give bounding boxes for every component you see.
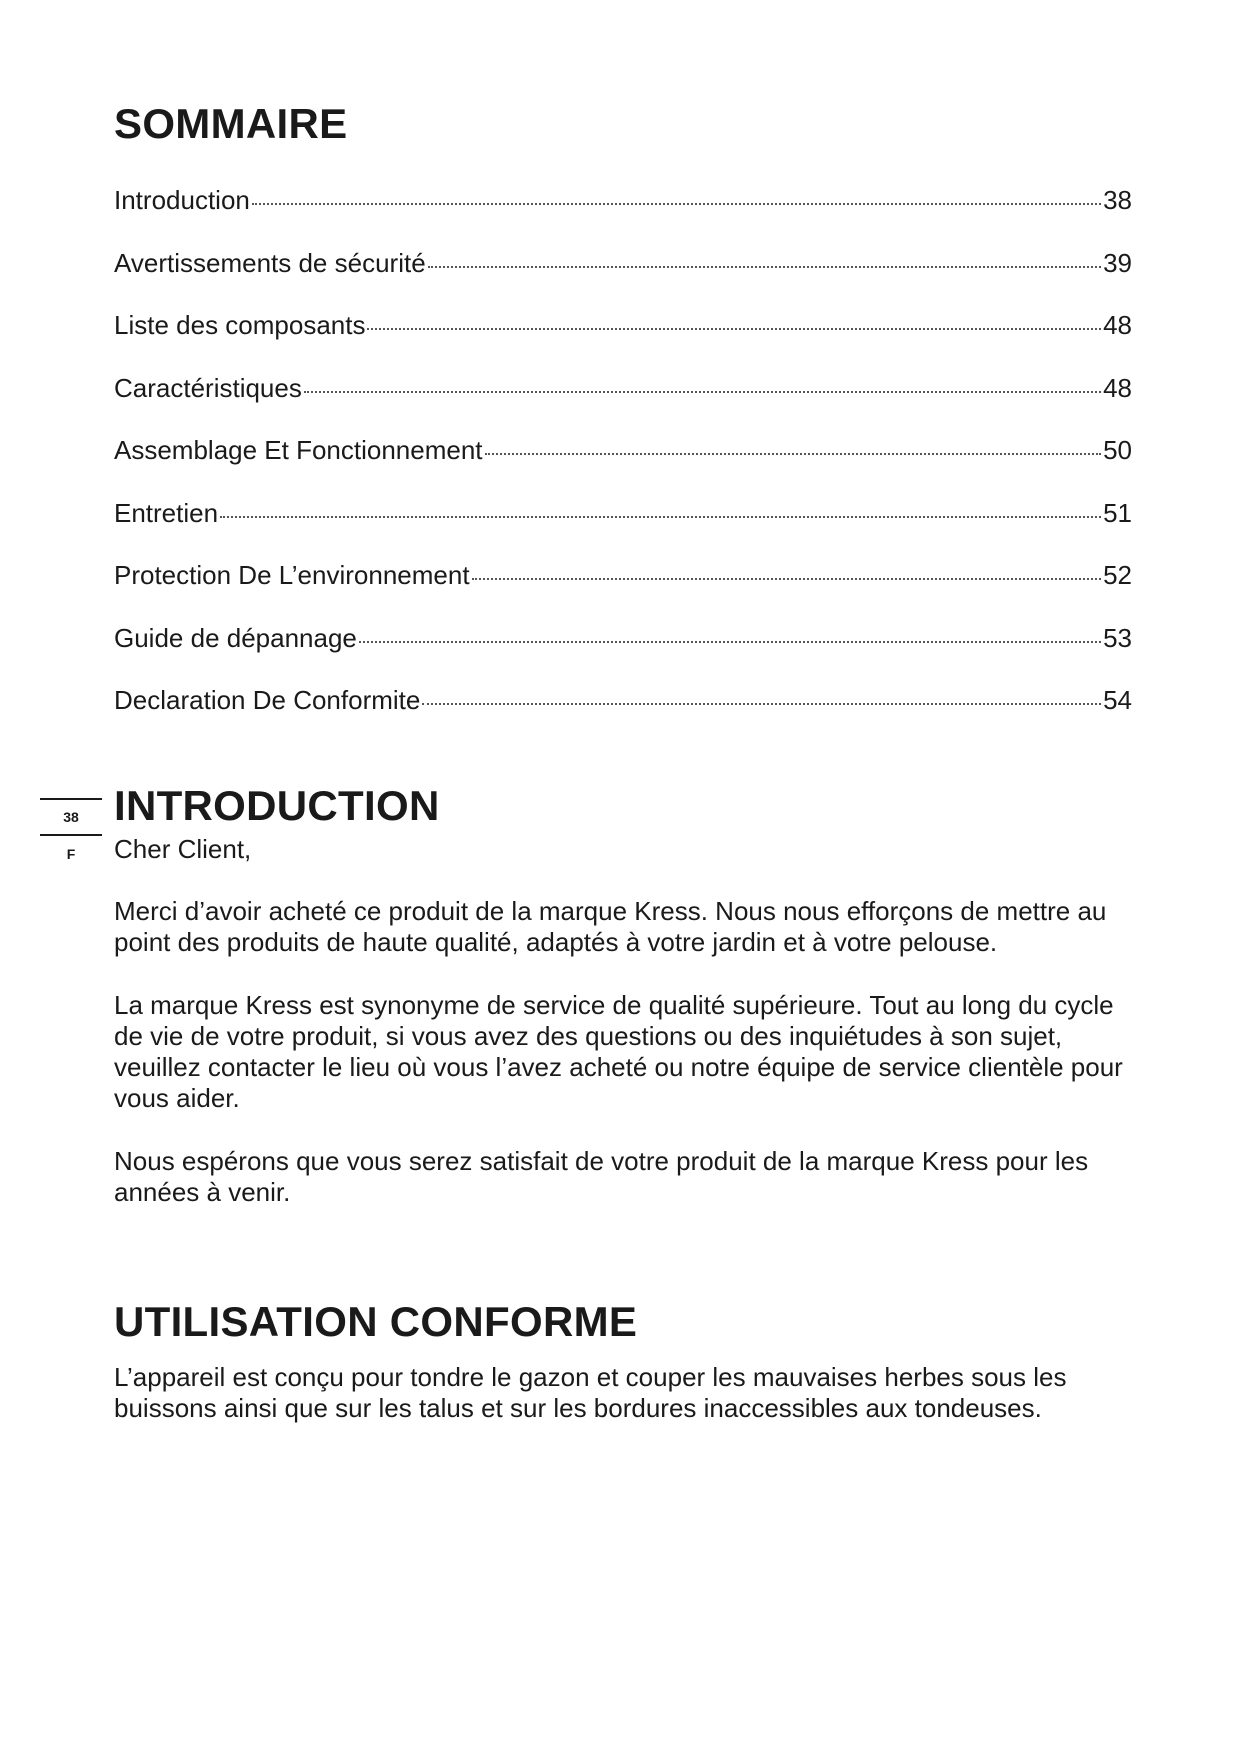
- toc-entry-label: Caractéristiques: [114, 372, 302, 403]
- toc-entry[interactable]: [114, 180, 1132, 243]
- toc-leader-dots: [220, 516, 1101, 518]
- toc-leader-dots: [422, 703, 1101, 705]
- toc-entry-label: Protection De L’environnement: [114, 560, 470, 590]
- language-code: F: [66, 846, 76, 862]
- toc-entry-label: Entretien: [114, 497, 219, 528]
- toc-entry[interactable]: [114, 243, 1132, 306]
- toc-entry-label: Assemblage Et Fonctionnement: [114, 435, 483, 465]
- toc-entry[interactable]: [114, 680, 1132, 743]
- toc-entry[interactable]: [114, 555, 1132, 618]
- page-number: 38: [63, 809, 79, 825]
- toc-entry-label: Declaration De Conformite: [114, 685, 421, 715]
- introduction-paragraph-1: Merci d’avoir acheté ce produit de la marque Kress. Nous nous efforçons de mettre au point des produits de haute qualité, adaptés à votre jardin et à votre pelouse.: [114, 896, 1107, 957]
- toc-entry-label: Liste des composants: [114, 310, 366, 340]
- introduction-paragraph-2: La marque Kress est synonyme de service de qualité supérieure. Tout au long du cycle de vie de votre produit, si vous avez des questions ou des inquiétudes à son sujet, veuillez contacter le lieu où vous l’avez acheté ou notre équipe de service clientèle pour vous aider.: [114, 990, 1123, 1113]
- toc-entry[interactable]: [114, 493, 1132, 556]
- toc-entry-page: 54: [1103, 685, 1132, 715]
- toc-entry-label: Introduction: [114, 185, 250, 215]
- toc-leader-dots: [485, 453, 1102, 455]
- toc-entry-page: 48: [1103, 310, 1132, 340]
- toc-entry-page: 52: [1103, 560, 1132, 590]
- introduction-paragraph-3: Nous espérons que vous serez satisfait de votre produit de la marque Kress pour les années à venir.: [114, 1146, 1089, 1207]
- toc-entry-page: 50: [1103, 435, 1132, 465]
- toc-leader-dots: [428, 266, 1101, 268]
- introduction-title: INTRODUCTION: [114, 782, 440, 829]
- toc-leader-dots: [359, 641, 1101, 643]
- toc-entry-page: 53: [1103, 622, 1132, 653]
- toc-entry-label: Avertissements de sécurité: [114, 247, 426, 278]
- toc-leader-dots: [367, 328, 1101, 330]
- toc-leader-dots: [252, 203, 1101, 205]
- toc-entry[interactable]: [114, 430, 1132, 493]
- toc-entry[interactable]: [114, 618, 1132, 681]
- toc-entry-page: 38: [1103, 185, 1132, 215]
- table-of-contents: [114, 180, 1132, 743]
- introduction-greeting: Cher Client,: [114, 834, 252, 864]
- toc-entry-page: 51: [1103, 497, 1132, 528]
- toc-entry[interactable]: [114, 305, 1132, 368]
- toc-entry[interactable]: [114, 368, 1132, 431]
- toc-entry-page: 39: [1103, 247, 1132, 278]
- toc-entry-page: 48: [1103, 372, 1132, 403]
- intended-use-paragraph: L’appareil est conçu pour tondre le gazon et couper les mauvaises herbes sous les buissons ainsi que sur les talus et sur les bordures inaccessibles aux tondeuses.: [114, 1362, 1067, 1423]
- intended-use-title: UTILISATION CONFORME: [114, 1298, 638, 1345]
- page-marker: [40, 798, 102, 862]
- toc-leader-dots: [472, 578, 1102, 580]
- toc-entry-label: Guide de dépannage: [114, 622, 357, 653]
- toc-leader-dots: [304, 391, 1101, 393]
- toc-title: SOMMAIRE: [114, 100, 348, 147]
